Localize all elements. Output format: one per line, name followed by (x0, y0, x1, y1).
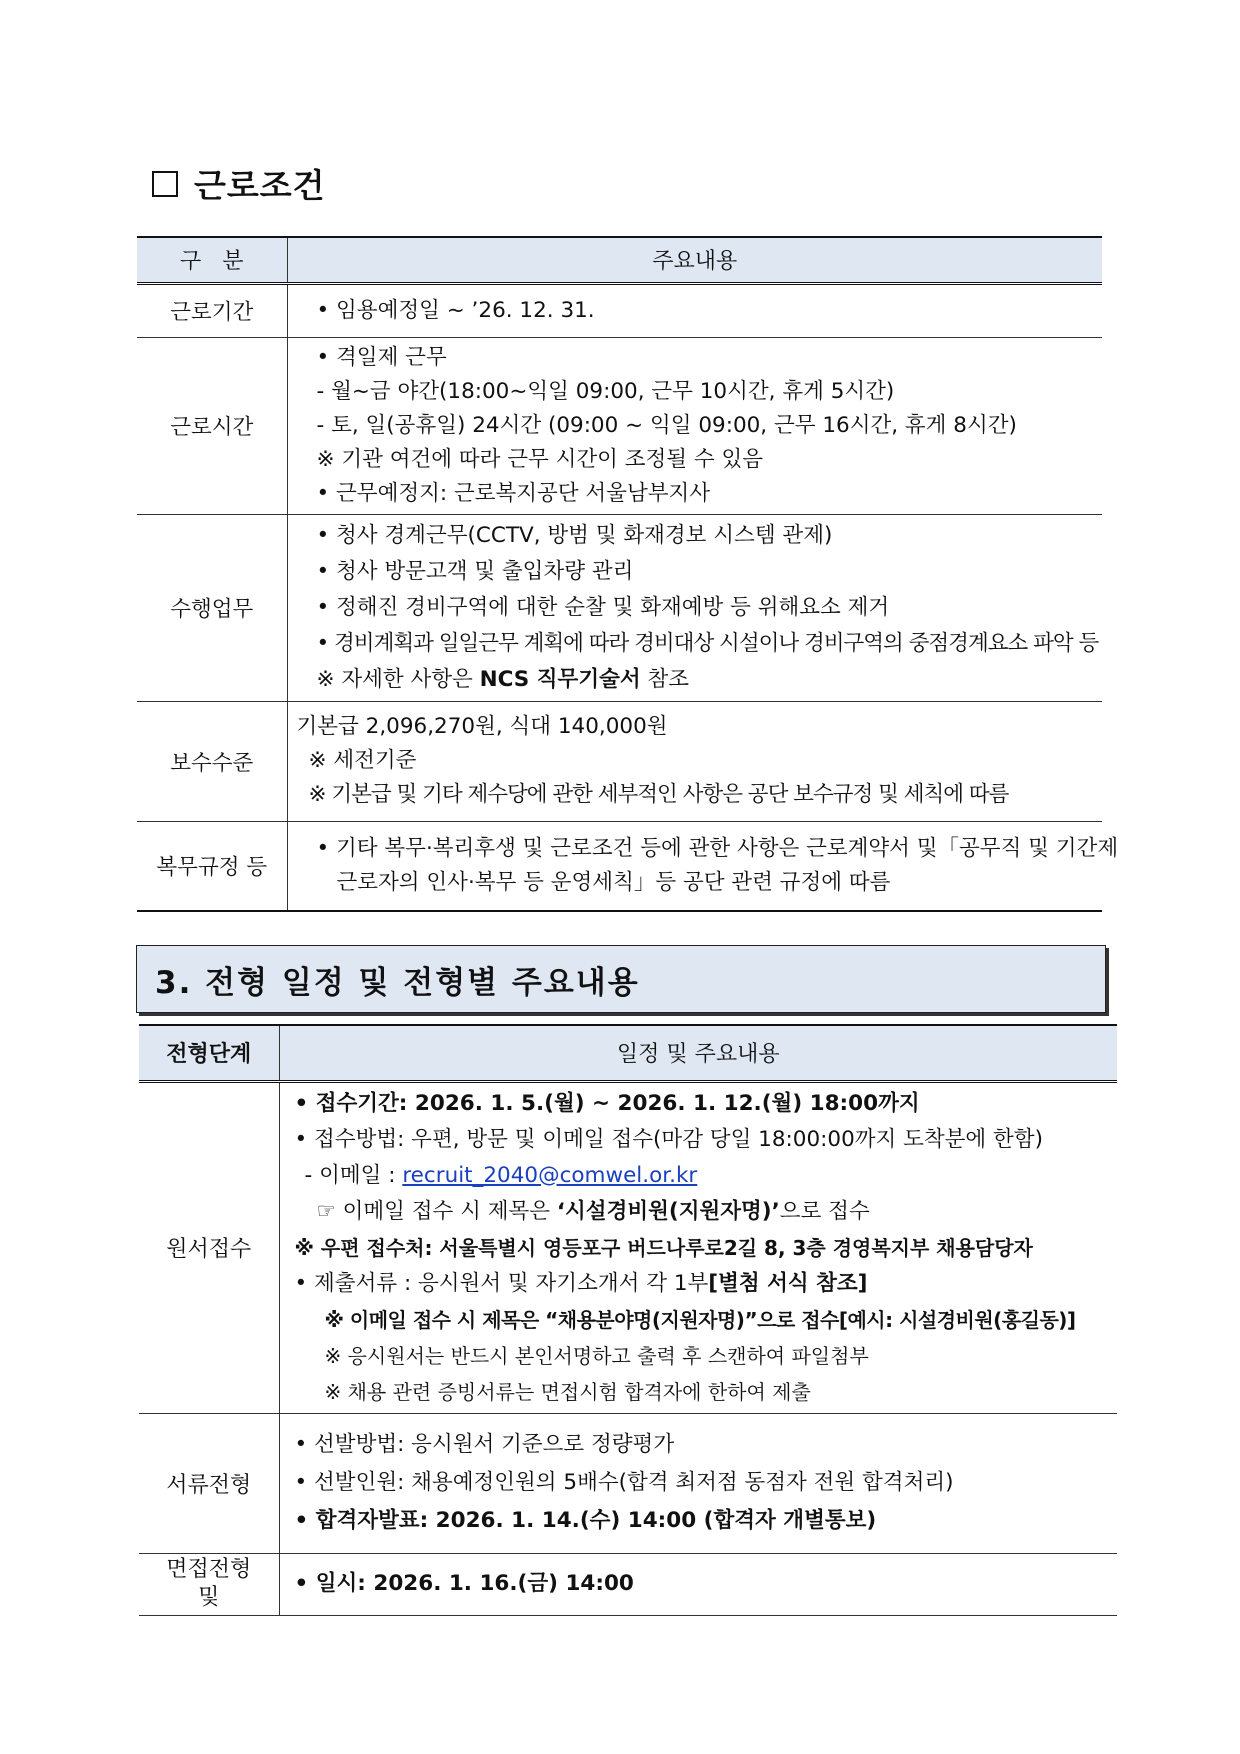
checkbox-square-icon (152, 171, 178, 197)
row-text: - 월~금 야간(18:00~익일 09:00, 근무 10시간, 휴게 5시간) (316, 378, 895, 404)
row-label: 수행업무 (137, 514, 287, 701)
row-text: • 선발방법: 응시원서 기준으로 정량평가 (295, 1426, 1117, 1464)
header-stage: 전형단계 (139, 1025, 279, 1081)
row-text: • 임용예정일 ~ ’26. 12. 31. (317, 294, 1102, 328)
note-line: ※ 채용 관련 증빙서류는 면접시험 합격자에 한하여 제출 (324, 1379, 811, 1404)
header-content: 주요내용 (287, 237, 1102, 283)
section-header-schedule (136, 945, 1106, 1013)
email-subject: ☞ 이메일 접수 시 제목은 ‘시설경비원(지원자명)’으로 접수 (316, 1198, 870, 1224)
note-line: ※ 이메일 접수 시 제목은 “채용분야명(지원자명)”으로 접수[예시: 시설경비원(홍길동)] (324, 1307, 1076, 1332)
email-link[interactable]: recruit_2040@comwel.or.kr (402, 1162, 698, 1188)
row-text: • 선발인원: 채용예정인원의 5배수(합격 최저점 동점자 전원 합격처리) (295, 1464, 1117, 1502)
table-row (139, 1413, 1117, 1553)
working-conditions-table (137, 236, 1119, 912)
table-row (139, 1553, 1117, 1615)
row-label: 복무규정 등 (137, 821, 287, 911)
section-title-working-conditions (152, 160, 326, 207)
row-text: • 정해진 경비구역에 대한 순찰 및 화재예방 등 위해요소 제거 (317, 590, 1102, 626)
post-address: ※ 우편 접수처: 서울특별시 영등포구 버드나루로2길 8, 3층 경영복지부 채용담당자 (294, 1235, 1033, 1260)
row-label: 원서접수 (139, 1081, 279, 1413)
table-row (137, 821, 1102, 911)
row-text: • 근무예정지: 근로복지공단 서울남부지사 (317, 477, 1102, 511)
ncs-note: ※ 자세한 사항은 NCS 직무기술서 참조 (316, 666, 690, 692)
row-label: 근로기간 (137, 283, 287, 337)
row-text: • 격일제 근무 (317, 341, 1102, 375)
row-label: 보수수준 (137, 701, 287, 821)
row-text: • 청사 방문고객 및 출입차량 관리 (317, 554, 1102, 590)
section-title-text: 근로조건 (194, 166, 326, 205)
application-period: • 접수기간: 2026. 1. 5.(월) ~ 2026. 1. 12.(월) 18:00까지 (295, 1086, 1117, 1122)
section-title-text: 3. 전형 일정 및 전형별 주요내용 (155, 964, 640, 1001)
row-text: ※ 세전기준 (308, 748, 417, 773)
note-line: ※ 응시원서는 반드시 본인서명하고 출력 후 스캔하여 파일첨부 (324, 1343, 869, 1368)
table-row (137, 514, 1102, 701)
row-text: • 청사 경계근무(CCTV, 방범 및 화재경보 시스템 관제) (317, 518, 1102, 554)
row-label: 서류전형 (139, 1413, 279, 1553)
row-label: 면접전형 및 (139, 1553, 279, 1615)
application-method: • 접수방법: 우편, 방문 및 이메일 접수(마감 당일 18:00:00까지 도착분에 한함) (295, 1122, 1117, 1158)
row-text: - 토, 일(공휴일) 24시간 (09:00 ~ 익일 09:00, 근무 16시간, 휴게 8시간) (316, 412, 1017, 438)
header-schedule: 일정 및 주요내용 (279, 1025, 1117, 1081)
table-row (137, 701, 1102, 821)
row-text: • 경비계획과 일일근무 계획에 따라 경비대상 시설이나 경비구역의 중점경계요소 파악 등 (317, 626, 1102, 662)
row-text: 근로자의 인사·복무 등 운영세칙」등 공단 관련 규정에 따름 (336, 869, 891, 895)
row-label: 근로시간 (137, 337, 287, 514)
row-text: ※ 기본급 및 기타 제수당에 관한 세부적인 사항은 공단 보수규정 및 세칙에 따름 (308, 782, 1009, 807)
table-row (139, 1081, 1117, 1413)
row-text: ※ 기관 여건에 따라 근무 시간이 조정될 수 있음 (316, 446, 764, 472)
header-category: 구 분 (137, 237, 287, 283)
row-text: 기본급 2,096,270원, 식대 140,000원 (296, 714, 668, 739)
email-line: - 이메일 : recruit_2040@comwel.or.kr (304, 1162, 698, 1188)
table-row (137, 337, 1102, 514)
submission-docs: • 제출서류 : 응시원서 및 자기소개서 각 1부[별첨 서식 참조] (295, 1266, 1117, 1302)
row-text: • 기타 복무·복리후생 및 근로조건 등에 관한 사항은 근로계약서 및「공무직 및 기간제 (317, 832, 1102, 866)
schedule-table (139, 1024, 1117, 1616)
row-text: • 합격자발표: 2026. 1. 14.(수) 14:00 (합격자 개별통보) (295, 1502, 1117, 1540)
row-text: • 일시: 2026. 1. 16.(금) 14:00 (295, 1567, 1117, 1601)
table-row (137, 283, 1102, 337)
